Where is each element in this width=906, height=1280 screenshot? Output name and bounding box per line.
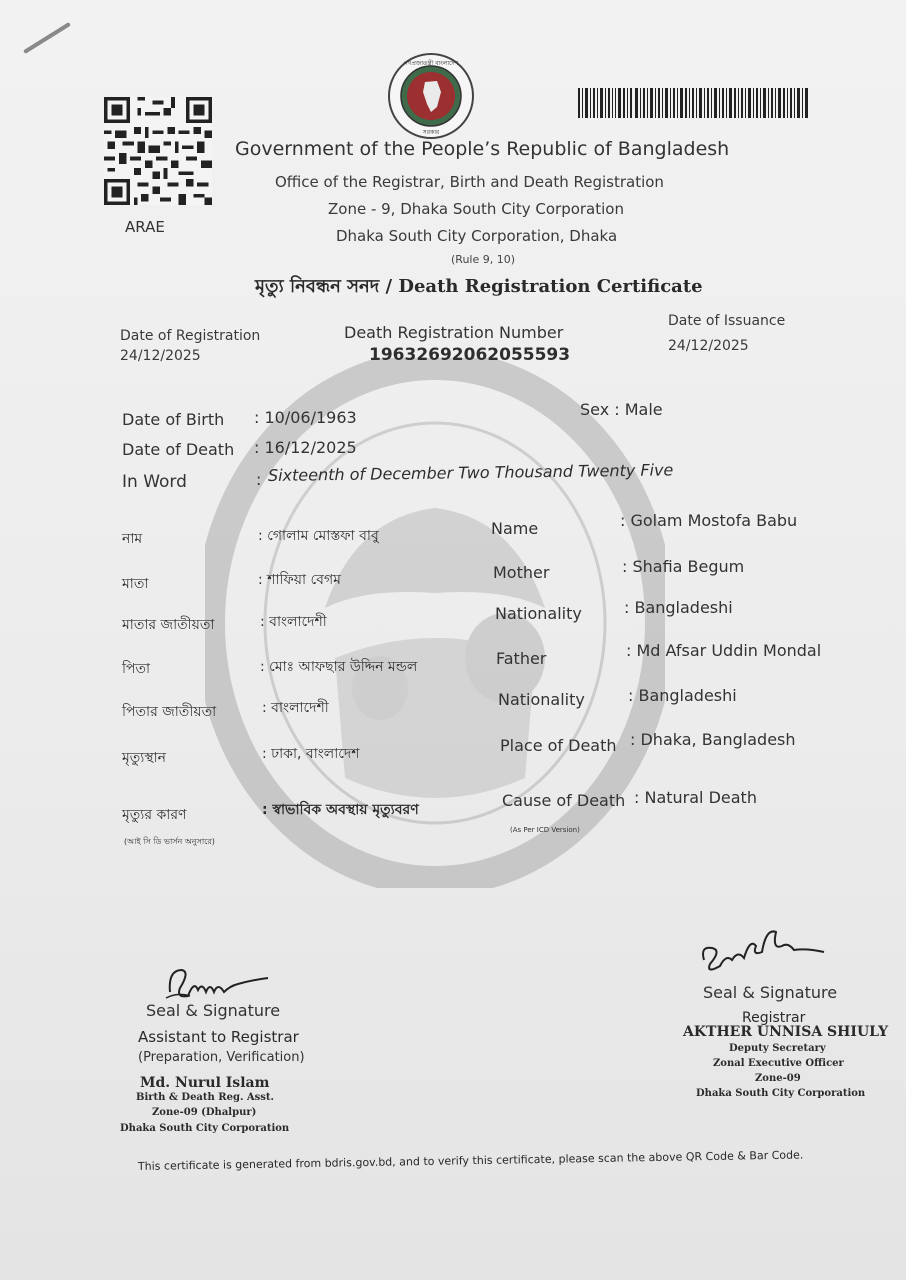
father-nationality-label: Nationality: [498, 690, 585, 709]
emblem-top-text: গণপ্রজাতন্ত্রী বাংলাদেশ: [403, 60, 459, 67]
city-title: Dhaka South City Corporation, Dhaka: [336, 227, 618, 245]
in-word-value: Sixteenth of December Two Thousand Twenty Five: [267, 460, 674, 485]
zone-title: Zone - 9, Dhaka South City Corporation: [328, 200, 624, 218]
right-name: AKTHER UNNISA SHIULY: [683, 1024, 889, 1040]
cause-label: Cause of Death: [502, 791, 626, 810]
right-line1: Deputy Secretary: [729, 1043, 826, 1054]
date-of-registration-value: 24/12/2025: [120, 348, 201, 364]
dod-label: Date of Death: [122, 440, 235, 459]
father-nationality-value: : Bangladeshi: [628, 686, 737, 705]
mother-bn-value: : শাফিয়া বেগম: [258, 572, 341, 588]
father-bn-value: : মোঃ আফছার উদ্দিন মন্ডল: [260, 659, 418, 675]
registration-number-label: Death Registration Number: [344, 323, 564, 342]
in-word-colon: :: [256, 470, 262, 489]
place-bn-value: : ঢাকা, বাংলাদেশ: [262, 746, 360, 762]
name-label: Name: [491, 519, 539, 538]
left-name: Md. Nurul Islam: [140, 1075, 270, 1091]
name-bn-label: নাম: [122, 531, 143, 547]
name-bn-value: : গোলাম মোস্তফা বাবু: [258, 528, 379, 544]
father-label: Father: [496, 649, 547, 668]
left-line3: Dhaka South City Corporation: [120, 1123, 290, 1134]
father-bn-label: পিতা: [122, 661, 151, 677]
in-word-label: In Word: [122, 472, 187, 492]
left-line2: Zone-09 (Dhalpur): [152, 1107, 257, 1118]
icd-note: (As Per ICD Version): [510, 826, 580, 834]
government-emblem-icon: [387, 52, 475, 140]
mother-nationality-value: : Bangladeshi: [624, 598, 733, 617]
mother-nationality-bn-value: : বাংলাদেশী: [260, 614, 327, 630]
place-bn-label: মৃত্যুস্থান: [122, 750, 167, 766]
right-line4: Dhaka South City Corporation: [696, 1088, 866, 1099]
cause-value: : Natural Death: [634, 788, 757, 807]
cause-bn-note: (আই সি ডি ভার্সন অনুসারে): [124, 837, 215, 846]
sex-value: Sex : Male: [580, 400, 663, 419]
right-line2: Zonal Executive Officer: [713, 1058, 844, 1069]
right-role: Registrar: [742, 1010, 806, 1026]
date-of-issuance-label: Date of Issuance: [668, 313, 786, 329]
certificate-title: মৃত্যু নিবন্ধন সনদ / Death Registration Certificate: [255, 276, 703, 297]
mother-bn-label: মাতা: [122, 576, 149, 592]
left-role: Assistant to Registrar: [138, 1028, 299, 1046]
cause-bn-value: : স্বাভাবিক অবস্থায় মৃত্যুবরণ: [262, 802, 419, 818]
mother-nationality-bn-label: মাতার জাতীয়তা: [122, 617, 215, 633]
registration-number-value: 19632692062055593: [369, 345, 571, 365]
government-title: Government of the People’s Republic of Bangladesh: [235, 138, 730, 160]
left-seal-label: Seal & Signature: [146, 1001, 281, 1020]
barcode-icon[interactable]: [578, 88, 808, 118]
father-value: : Md Afsar Uddin Mondal: [626, 641, 822, 660]
father-nationality-bn-label: পিতার জাতীয়তা: [122, 704, 217, 720]
verification-note: This certificate is generated from bdris.gov.bd, and to verify this certificate, please scan the above QR Code & Bar Code.: [137, 1148, 804, 1173]
mother-value: : Shafia Begum: [622, 557, 745, 576]
left-role-sub: (Preparation, Verification): [138, 1050, 305, 1065]
mother-label: Mother: [493, 563, 550, 582]
dod-value: : 16/12/2025: [254, 438, 357, 457]
father-nationality-bn-value: : বাংলাদেশী: [262, 700, 329, 716]
name-value: : Golam Mostofa Babu: [620, 511, 798, 530]
qr-caption: ARAE: [125, 218, 165, 236]
dob-label: Date of Birth: [122, 410, 225, 429]
left-line1: Birth & Death Reg. Asst.: [136, 1092, 275, 1103]
date-of-registration-label: Date of Registration: [120, 328, 261, 344]
qr-code-icon[interactable]: [102, 97, 214, 205]
emblem-bottom-text: সরকার: [422, 129, 440, 136]
place-value: : Dhaka, Bangladesh: [630, 730, 796, 749]
rule-note: (Rule 9, 10): [451, 253, 516, 266]
mother-nationality-label: Nationality: [495, 604, 582, 623]
right-handwritten-signature-icon: [696, 920, 826, 980]
office-title: Office of the Registrar, Birth and Death Registration: [275, 173, 664, 191]
right-seal-label: Seal & Signature: [703, 983, 838, 1002]
cause-bn-label: মৃত্যুর কারণ: [122, 807, 187, 823]
date-of-issuance-value: 24/12/2025: [668, 338, 749, 354]
place-label: Place of Death: [500, 736, 617, 755]
dob-value: : 10/06/1963: [254, 408, 357, 427]
right-line3: Zone-09: [755, 1073, 801, 1084]
